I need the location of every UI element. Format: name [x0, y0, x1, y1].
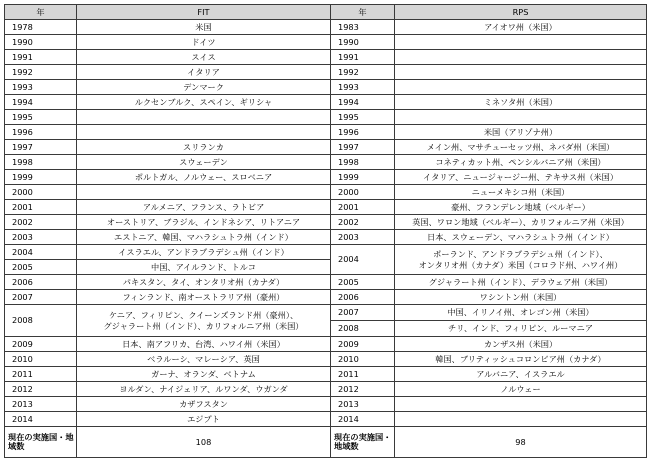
table-row	[5, 230, 647, 245]
fit-year-cell: 1996	[5, 125, 77, 140]
fit-cell: イスラエル、アンドラプラデシュ州（インド）	[77, 245, 331, 260]
rps-year-cell: 2012	[331, 382, 395, 397]
table-row	[5, 110, 647, 125]
fit-year-cell: 1998	[5, 155, 77, 170]
table-row	[5, 200, 647, 215]
fit-count-value: 108	[77, 427, 331, 458]
fit-cell	[77, 110, 331, 125]
fit-year-cell: 1991	[5, 50, 77, 65]
fit-year-cell: 1997	[5, 140, 77, 155]
rps-year-cell: 2013	[331, 397, 395, 412]
rps-year-cell: 1983	[331, 20, 395, 35]
rps-year-cell: 2004	[331, 245, 395, 275]
fit-cell: カザフスタン	[77, 397, 331, 412]
rps-cell: 日本、スウェーデン、マハラシュトラ州（インド）	[395, 230, 647, 245]
fit-cell: アルメニア、フランス、ラトビア	[77, 200, 331, 215]
table-row	[5, 382, 647, 397]
rps-cell: ミネソタ州（米国）	[395, 95, 647, 110]
fit-cell: スリランカ	[77, 140, 331, 155]
rps-year-cell: 2011	[331, 367, 395, 382]
fit-cell: スウェーデン	[77, 155, 331, 170]
table-row	[5, 185, 647, 200]
rps-year-cell: 2009	[331, 337, 395, 352]
fit-year-cell: 2005	[5, 260, 77, 275]
rps-year-cell: 2008	[331, 321, 395, 337]
table-row	[5, 35, 647, 50]
fit-year-cell: 1994	[5, 95, 77, 110]
rps-year-cell: 1996	[331, 125, 395, 140]
table-row	[5, 367, 647, 382]
fit-year-cell: 2002	[5, 215, 77, 230]
header-year-fit: 年	[5, 5, 77, 20]
fit-cell: デンマーク	[77, 80, 331, 95]
rps-year-cell: 1998	[331, 155, 395, 170]
fit-year-cell: 1992	[5, 65, 77, 80]
fit-count-label: 現在の実施国・地域数	[5, 427, 77, 458]
rps-year-cell: 1990	[331, 35, 395, 50]
rps-cell: 韓国、ブリティッシュコロンビア州（カナダ）	[395, 352, 647, 367]
rps-cell: カンザス州（米国）	[395, 337, 647, 352]
table-row	[5, 155, 647, 170]
rps-year-cell: 2014	[331, 412, 395, 427]
fit-year-cell: 2001	[5, 200, 77, 215]
fit-cell: パキスタン、タイ、オンタリオ州（カナダ）	[77, 275, 331, 290]
fit-cell	[77, 125, 331, 140]
fit-year-cell: 1999	[5, 170, 77, 185]
fit-year-cell: 2008	[5, 305, 77, 337]
fit-cell: 中国、アイルランド、トルコ	[77, 260, 331, 275]
fit-year-cell: 1990	[5, 35, 77, 50]
table-row	[5, 125, 647, 140]
fit-year-cell: 2003	[5, 230, 77, 245]
rps-count-value: 98	[395, 427, 647, 458]
fit-cell: ガーナ、オランダ、ベトナム	[77, 367, 331, 382]
rps-cell: チリ、インド、フィリピン、ルーマニア	[395, 321, 647, 337]
rps-year-cell: 1995	[331, 110, 395, 125]
fit-year-cell: 2010	[5, 352, 77, 367]
header-year-rps: 年	[331, 5, 395, 20]
rps-cell: ニューメキシコ州（米国）	[395, 185, 647, 200]
fit-cell: フィンランド、南オーストラリア州（豪州）	[77, 290, 331, 305]
rps-cell: 豪州、フランデレン地域（ベルギー）	[395, 200, 647, 215]
fit-year-cell: 2011	[5, 367, 77, 382]
rps-year-cell: 1991	[331, 50, 395, 65]
fit-cell: ドイツ	[77, 35, 331, 50]
table-row	[5, 290, 647, 305]
rps-year-cell: 2007	[331, 305, 395, 321]
rps-year-cell: 1997	[331, 140, 395, 155]
table-row	[5, 245, 647, 260]
table-row	[5, 215, 647, 230]
fit-year-cell: 2000	[5, 185, 77, 200]
fit-cell: エストニア、韓国、マハラシュトラ州（インド）	[77, 230, 331, 245]
footer-row	[5, 427, 647, 458]
table-body	[5, 20, 647, 427]
fit-cell: ルクセンブルク、スペイン、ギリシャ	[77, 95, 331, 110]
fit-year-cell: 2007	[5, 290, 77, 305]
rps-year-cell: 1992	[331, 65, 395, 80]
table-row	[5, 337, 647, 352]
fit-cell: イタリア	[77, 65, 331, 80]
rps-cell	[395, 65, 647, 80]
table-row	[5, 20, 647, 35]
fit-year-cell: 2014	[5, 412, 77, 427]
rps-year-cell: 2001	[331, 200, 395, 215]
table-row	[5, 170, 647, 185]
rps-cell: ワシントン州（米国）	[395, 290, 647, 305]
fit-year-cell: 2009	[5, 337, 77, 352]
rps-cell	[395, 80, 647, 95]
rps-cell: メイン州、マサチューセッツ州、ネバダ州（米国）	[395, 140, 647, 155]
rps-count-label: 現在の実施国・地域数	[331, 427, 395, 458]
fit-year-cell: 2013	[5, 397, 77, 412]
rps-cell-merged	[395, 245, 647, 275]
table-row	[5, 140, 647, 155]
rps-cell: アルバニア、イスラエル	[395, 367, 647, 382]
fit-line: ケニア、フィリピン、クイーンズランド州（豪州）、	[108, 310, 299, 321]
fit-cell: ベラルーシ、マレーシア、英国	[77, 352, 331, 367]
fit-year-cell: 2012	[5, 382, 77, 397]
fit-cell: スイス	[77, 50, 331, 65]
fit-cell-merged	[77, 305, 331, 337]
rps-year-cell: 2002	[331, 215, 395, 230]
rps-cell: 米国（アリゾナ州）	[395, 125, 647, 140]
rps-cell	[395, 397, 647, 412]
fit-cell: ポルトガル、ノルウェー、スロベニア	[77, 170, 331, 185]
rps-year-cell: 2006	[331, 290, 395, 305]
rps-line: ポーランド、アンドラプラデシュ州（インド）、	[433, 249, 608, 260]
rps-year-cell: 1999	[331, 170, 395, 185]
rps-year-cell: 1994	[331, 95, 395, 110]
fit-cell: 日本、南アフリカ、台湾、ハワイ州（米国）	[77, 337, 331, 352]
rps-cell: 英国、ワロン地域（ベルギー）、カリフォルニア州（米国）	[395, 215, 647, 230]
table-row	[5, 80, 647, 95]
fit-cell: 米国	[77, 20, 331, 35]
fit-year-cell: 2004	[5, 245, 77, 260]
fit-cell: エジプト	[77, 412, 331, 427]
rps-year-cell: 2000	[331, 185, 395, 200]
rps-line: オンタリオ州（カナダ）米国（コロラド州、ハワイ州）	[418, 259, 623, 270]
rps-year-cell: 2010	[331, 352, 395, 367]
table-row	[5, 95, 647, 110]
rps-cell: イタリア、ニュージャージー州、テキサス州（米国）	[395, 170, 647, 185]
table-row	[5, 397, 647, 412]
rps-cell: アイオワ州（米国）	[395, 20, 647, 35]
fit-cell	[77, 185, 331, 200]
rps-cell: 中国、イリノイ州、オレゴン州（米国）	[395, 305, 647, 321]
table-row	[5, 65, 647, 80]
header-fit: FIT	[77, 5, 331, 20]
fit-line: グジャラート州（インド）、カリフォルニア州（米国）	[103, 320, 304, 331]
header-row	[5, 5, 647, 20]
rps-cell: コネティカット州、ペンシルバニア州（米国）	[395, 155, 647, 170]
rps-cell	[395, 50, 647, 65]
rps-cell	[395, 110, 647, 125]
table-row	[5, 275, 647, 290]
fit-year-cell: 1993	[5, 80, 77, 95]
fit-year-cell: 2006	[5, 275, 77, 290]
table-row	[5, 352, 647, 367]
table-row	[5, 412, 647, 427]
fit-cell: オーストリア、ブラジル、インドネシア、リトアニア	[77, 215, 331, 230]
fit-year-cell: 1978	[5, 20, 77, 35]
rps-year-cell: 2005	[331, 275, 395, 290]
table-row	[5, 50, 647, 65]
rps-cell	[395, 412, 647, 427]
header-rps: RPS	[395, 5, 647, 20]
rps-cell	[395, 35, 647, 50]
rps-year-cell: 2003	[331, 230, 395, 245]
fit-cell: ヨルダン、ナイジェリア、ルワンダ、ウガンダ	[77, 382, 331, 397]
table-row	[5, 305, 647, 321]
fit-year-cell: 1995	[5, 110, 77, 125]
rps-year-cell: 1993	[331, 80, 395, 95]
fit-rps-table	[4, 4, 647, 458]
rps-cell: グジャラート州（インド）、デラウェア州（米国）	[395, 275, 647, 290]
rps-cell: ノルウェー	[395, 382, 647, 397]
